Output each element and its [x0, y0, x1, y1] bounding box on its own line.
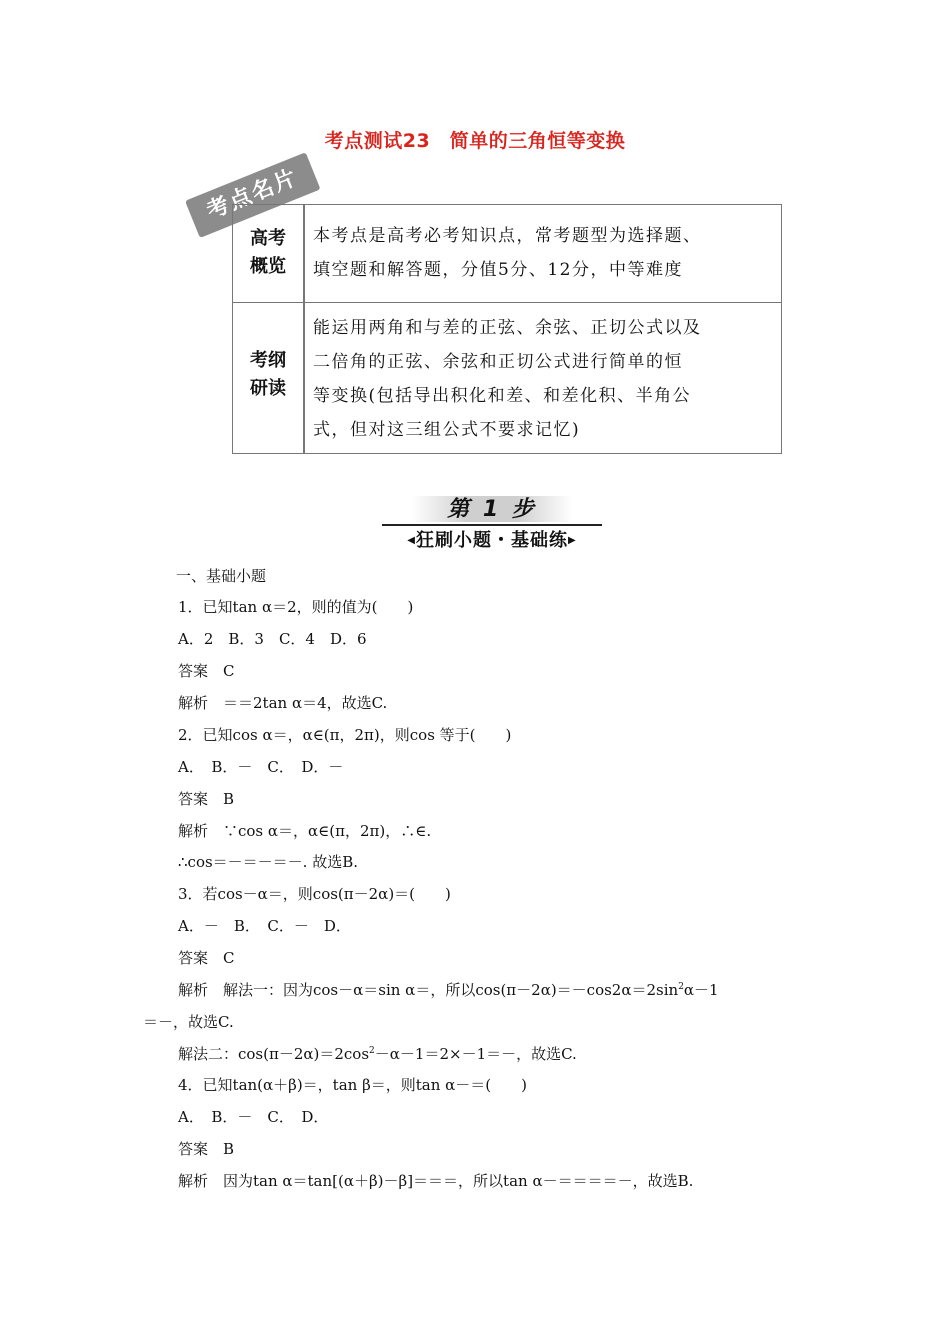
card-row-content: 能运用两角和与差的正弦、余弦、正切公式以及 二倍角的正弦、余弦和正切公式进行简单的恒 等变换(包括导出积化和差、和差化积、半角公 式，但对这三组公式不要求记忆) [313, 318, 702, 440]
analysis-text: 解析 解法一：因为cos－α＝sin α＝，所以$\cos(\pi-2\alpha)=-\cos 2\alpha=2\sin^2\alpha-1$ [178, 981, 719, 999]
answer-text: 答案 C [178, 949, 235, 967]
question-text: 3．若cos－α＝，则cos(π－2α)＝( ) [178, 885, 451, 903]
step-subtitle: ◀狂刷小题・基础练▶ [407, 530, 577, 551]
question-text: 2．已知cos α＝，α∈(π，2π)，则cos 等于( ) [178, 726, 512, 744]
summary-card [232, 204, 782, 454]
left-arrow-icon: ◀ [407, 535, 416, 546]
answer-text: 答案 B [178, 790, 235, 808]
question-text: 4．已知tan(α＋β)＝，tan β＝，则tan α－＝( ) [178, 1076, 527, 1094]
analysis-text: 解析 ∵cos α＝，α∈(π，2π)，∴∈. [178, 822, 432, 840]
analysis-text: ∴cos＝－＝－＝－. 故选B. [178, 853, 359, 871]
options-text: A．－ B． C．－ D． [178, 917, 351, 935]
step-title: 第 1 步 [447, 497, 537, 522]
options-text: A．2 B．3 C．4 D．6 [178, 630, 367, 648]
card-row-content: 本考点是高考必考知识点，常考题型为选择题、 填空题和解答题，分值5分、12分，中等难度 [313, 226, 702, 280]
card-row-label: 考纲 研读 [250, 350, 286, 399]
card-tag-text: 考点名片 [203, 165, 302, 225]
card-row-label: 高考 概览 [250, 228, 286, 277]
step-banner [382, 494, 602, 556]
page-title: 考点测试23 简单的三角恒等变换 [324, 130, 626, 152]
analysis-text: 解析 因为tan α＝tan[(α＋β)－β]＝＝＝，所以tan α－＝＝＝＝－，故选B. [178, 1172, 694, 1190]
analysis-text: ＝－，故选C. [143, 1013, 234, 1031]
analysis-text: 解法二：$\cos(\pi-2\alpha)=2\cos^2-\alpha-1=2\times-1=-$，故选C. [178, 1045, 577, 1063]
card-row-syllabus [233, 303, 781, 453]
answer-text: 答案 B [178, 1140, 235, 1158]
analysis-text: 解析 ＝＝2tan α＝4，故选C. [178, 694, 388, 712]
section-heading: 一、基础小题 [176, 567, 267, 585]
options-text: A． B．－ C． D． [178, 1108, 329, 1126]
right-arrow-icon: ▶ [568, 535, 577, 546]
options-text: A． B．－ C． D．－ [178, 758, 344, 776]
question-text: 1．已知tan α＝2，则的值为( ) [178, 598, 414, 616]
answer-text: 答案 C [178, 662, 235, 680]
card-row-overview [233, 205, 781, 303]
